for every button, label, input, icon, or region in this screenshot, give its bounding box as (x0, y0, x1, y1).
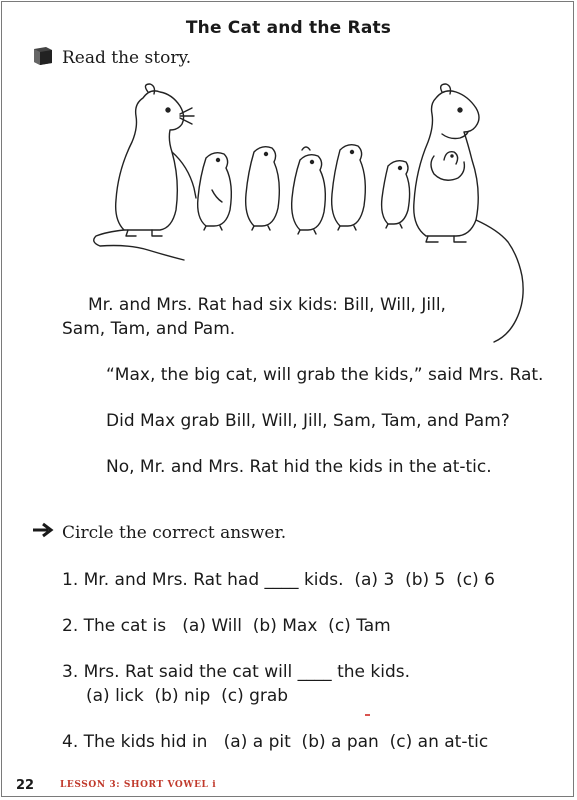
story-p4: No, Mr. and Mrs. Rat hid the kids in the at-tic. (106, 457, 492, 477)
read-instruction (32, 44, 191, 71)
question-2: 2. The cat is (a) Will (b) Max (c) Tam (62, 616, 391, 636)
ink-mark (365, 714, 370, 716)
question-3: 3. Mrs. Rat said the cat will ____ the kids. (62, 662, 411, 682)
arrow-right-icon (32, 522, 54, 543)
story-p1-line2: Sam, Tam, and Pam. (62, 319, 236, 339)
question-3-options: (a) lick (b) nip (c) grab (86, 686, 289, 706)
story-p1-line1: Mr. and Mrs. Rat had six kids: Bill, Will, Jill, (88, 295, 446, 315)
page-number: 22 (16, 778, 35, 793)
question-4: 4. The kids hid in (a) a pit (b) a pan (c) an at-tic (62, 732, 489, 752)
circle-instruction-text: Circle the correct answer. (62, 522, 287, 543)
read-instruction-text: Read the story. (62, 47, 192, 68)
page-title: The Cat and the Rats (185, 18, 392, 38)
story-p3: Did Max grab Bill, Will, Jill, Sam, Tam, and Pam? (106, 411, 510, 431)
story-p2: “Max, the big cat, will grab the kids,” said Mrs. Rat. (106, 365, 544, 385)
question-1: 1. Mr. and Mrs. Rat had ____ kids. (a) 3 (b) 5 (c) 6 (62, 570, 496, 590)
circle-instruction (32, 522, 286, 543)
book-icon (32, 44, 54, 71)
lesson-label: LESSON 3: SHORT VOWEL i (60, 780, 217, 790)
